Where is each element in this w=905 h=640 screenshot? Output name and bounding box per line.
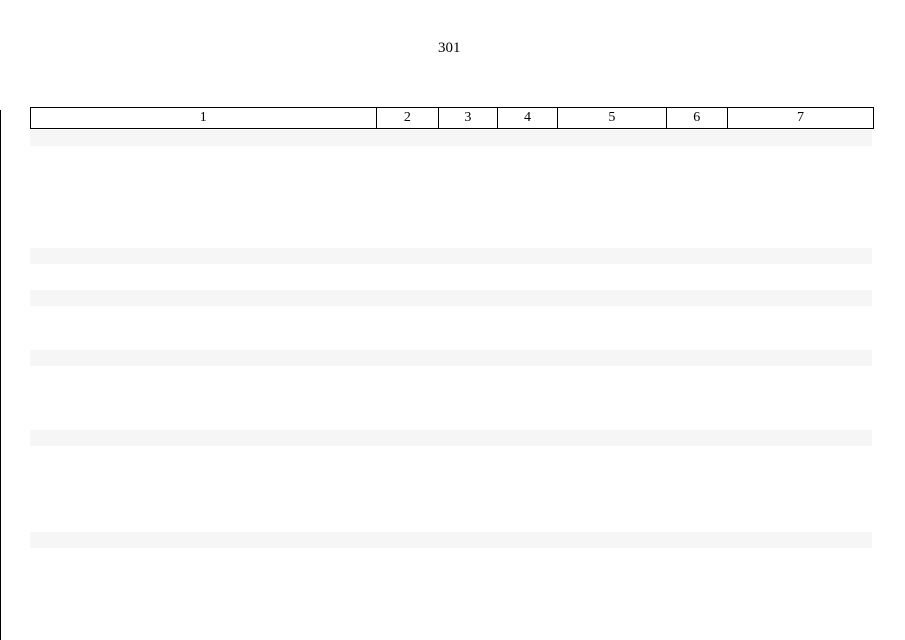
col-2: 2 xyxy=(377,108,440,128)
table-row xyxy=(30,248,872,264)
table-row xyxy=(30,430,872,446)
page-number: 301 xyxy=(438,40,461,56)
table-header xyxy=(30,107,874,129)
table-row xyxy=(30,350,872,366)
col-1: 1 xyxy=(31,108,377,128)
col-6: 6 xyxy=(667,108,729,128)
table-row xyxy=(30,290,872,306)
left-border xyxy=(0,110,1,640)
table-row xyxy=(30,130,872,146)
col-3: 3 xyxy=(439,108,498,128)
col-5: 5 xyxy=(558,108,666,128)
table-row xyxy=(30,532,872,548)
col-4: 4 xyxy=(498,108,559,128)
col-7: 7 xyxy=(797,110,805,125)
